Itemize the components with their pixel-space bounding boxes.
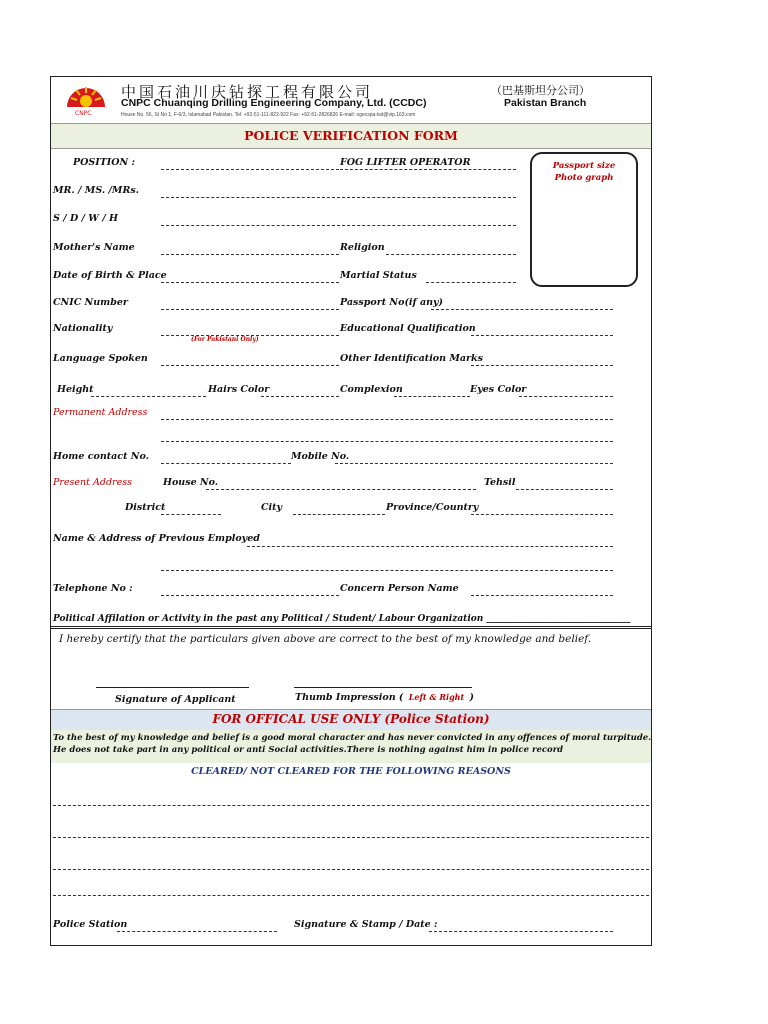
identification-marks-field-line[interactable] bbox=[471, 365, 613, 366]
permanent-address-line-2[interactable] bbox=[161, 441, 613, 442]
cnic-label: CNIC Number bbox=[53, 297, 128, 308]
form-title-band bbox=[51, 123, 651, 149]
nationality-label: Nationality bbox=[53, 323, 113, 334]
section-divider bbox=[51, 628, 651, 629]
company-header bbox=[51, 77, 651, 123]
official-statement-line1: To the best of my knowledge and belief is a good moral character and has never convicted in any offences of moral turpitude. bbox=[53, 733, 652, 743]
police-station-field-line[interactable] bbox=[117, 931, 277, 932]
mothers-name-field-line[interactable] bbox=[161, 254, 339, 255]
reason-line-2[interactable] bbox=[53, 837, 649, 838]
pakistani-only-note: (For Pakistani Only) bbox=[191, 336, 259, 343]
passport-field-line[interactable] bbox=[431, 309, 613, 310]
tehsil-field-line[interactable] bbox=[516, 489, 613, 490]
company-chinese-name: 中国石油川庆钻探工程有限公司 bbox=[121, 83, 374, 101]
name-label: MR. / MS. /MRs. bbox=[53, 185, 139, 196]
photo-label-line1: Passport size bbox=[552, 161, 616, 171]
applicant-signature-line[interactable] bbox=[96, 687, 249, 688]
house-no-label: House No. bbox=[163, 477, 219, 488]
passport-label: Passport No(if any) bbox=[340, 297, 444, 308]
complexion-field-line[interactable] bbox=[394, 396, 470, 397]
thumb-impression-label bbox=[295, 692, 474, 703]
religion-field-line[interactable] bbox=[386, 254, 516, 255]
police-station-label: Police Station bbox=[53, 919, 128, 930]
thumb-left-right: Left & Right bbox=[408, 692, 465, 702]
signature-stamp-label: Signature & Stamp / Date : bbox=[294, 919, 438, 930]
reason-line-1[interactable] bbox=[53, 805, 649, 806]
permanent-address-label: Permanent Address bbox=[53, 407, 148, 418]
telephone-field-line[interactable] bbox=[161, 595, 339, 596]
height-label: Height bbox=[57, 384, 94, 395]
concern-person-field-line[interactable] bbox=[471, 595, 613, 596]
city-label: City bbox=[261, 502, 283, 513]
tehsil-label: Tehsil bbox=[484, 477, 516, 488]
home-contact-label: Home contact No. bbox=[53, 451, 149, 462]
position-value: FOG LIFTER OPERATOR bbox=[340, 157, 471, 168]
mobile-field-line[interactable] bbox=[335, 463, 613, 464]
house-no-field-line[interactable] bbox=[206, 489, 476, 490]
identification-marks-label: Other Identification Marks bbox=[340, 353, 483, 364]
cnic-field-line[interactable] bbox=[161, 309, 339, 310]
marital-status-label: Martial Status bbox=[340, 270, 417, 281]
hair-color-field-line[interactable] bbox=[261, 396, 339, 397]
education-label: Educational Qualification bbox=[340, 323, 476, 334]
position-label: POSITION : bbox=[73, 157, 136, 168]
reason-line-3[interactable] bbox=[53, 869, 649, 870]
permanent-address-line-1[interactable] bbox=[161, 419, 613, 420]
previous-employer-label: Name & Address of Previous Employed bbox=[53, 533, 260, 544]
thumb-impression-text: Thumb Impression ( bbox=[295, 692, 404, 703]
mothers-name-label: Mother's Name bbox=[53, 242, 135, 253]
section-divider bbox=[51, 626, 651, 627]
company-address: House No. 56, St No 1, F-6/3, Islamabad Pakistan. Tel: +92-51-111-822-922 Fax: +92-51-2826826 E-mail: ogecspa-lsd@vip.163.com bbox=[121, 112, 416, 118]
language-field-line[interactable] bbox=[161, 365, 339, 366]
thumb-impression-line[interactable] bbox=[294, 687, 472, 688]
company-english-name: CNPC Chuanqing Drilling Engineering Company, Ltd. (CCDC) bbox=[121, 97, 427, 109]
dob-field-line[interactable] bbox=[161, 282, 339, 283]
police-verification-form bbox=[50, 76, 652, 946]
marital-status-field-line[interactable] bbox=[426, 282, 516, 283]
official-statement-band bbox=[51, 730, 651, 763]
political-affiliation-label: Political Affilation or Activity in the past any Political / Student/ Labour Organization ________________________________ bbox=[53, 614, 631, 624]
certification-statement: I hereby certify that the particulars given above are correct to the best of my knowledge and belief. bbox=[59, 633, 592, 645]
education-field-line[interactable] bbox=[471, 335, 613, 336]
logo-text: CNPC bbox=[75, 110, 92, 117]
reason-line-4[interactable] bbox=[53, 895, 649, 896]
official-statement-line2: He does not take part in any political or anti Social activities.There is nothing against him in police record bbox=[53, 745, 564, 755]
complexion-label: Complexion bbox=[340, 384, 403, 395]
form-title: POLICE VERIFICATION FORM bbox=[244, 128, 458, 143]
photo-label-line2: Photo graph bbox=[554, 173, 614, 183]
height-field-line[interactable] bbox=[91, 396, 206, 397]
province-field-line[interactable] bbox=[471, 514, 613, 515]
relation-label: S / D / W / H bbox=[53, 213, 118, 224]
district-field-line[interactable] bbox=[161, 514, 221, 515]
passport-photo-box[interactable] bbox=[530, 152, 638, 287]
present-address-label: Present Address bbox=[53, 477, 132, 488]
previous-employer-line-1[interactable] bbox=[247, 546, 613, 547]
relation-field-line[interactable] bbox=[161, 225, 516, 226]
telephone-label: Telephone No : bbox=[53, 583, 133, 594]
eye-color-label: Eyes Color bbox=[470, 384, 527, 395]
previous-employer-line-2[interactable] bbox=[161, 570, 613, 571]
signature-stamp-field-line[interactable] bbox=[429, 931, 613, 932]
thumb-impression-close: ) bbox=[469, 692, 474, 703]
eye-color-field-line[interactable] bbox=[519, 396, 613, 397]
official-use-heading: FOR OFFICAL USE ONLY (Police Station) bbox=[212, 712, 490, 726]
company-chinese-branch: （巴基斯坦分公司） bbox=[491, 84, 590, 97]
religion-label: Religion bbox=[340, 242, 385, 253]
province-label: Province/Country bbox=[386, 502, 479, 513]
cleared-heading: CLEARED/ NOT CLEARED FOR THE FOLLOWING REASONS bbox=[191, 766, 511, 777]
language-label: Language Spoken bbox=[53, 353, 148, 364]
mobile-label: Mobile No. bbox=[291, 451, 350, 462]
district-label: District bbox=[125, 502, 166, 513]
position-field-line[interactable] bbox=[161, 169, 339, 170]
applicant-signature-label: Signature of Applicant bbox=[115, 694, 236, 705]
city-field-line[interactable] bbox=[293, 514, 385, 515]
name-field-line[interactable] bbox=[161, 197, 516, 198]
home-contact-field-line[interactable] bbox=[161, 463, 291, 464]
hair-color-label: Hairs Color bbox=[208, 384, 270, 395]
concern-person-label: Concern Person Name bbox=[340, 583, 459, 594]
official-use-band bbox=[51, 709, 651, 731]
dob-label: Date of Birth & Place bbox=[53, 270, 167, 281]
company-branch: Pakistan Branch bbox=[504, 97, 587, 109]
position-value-line[interactable] bbox=[340, 169, 516, 170]
cnpc-logo-icon bbox=[65, 83, 107, 111]
